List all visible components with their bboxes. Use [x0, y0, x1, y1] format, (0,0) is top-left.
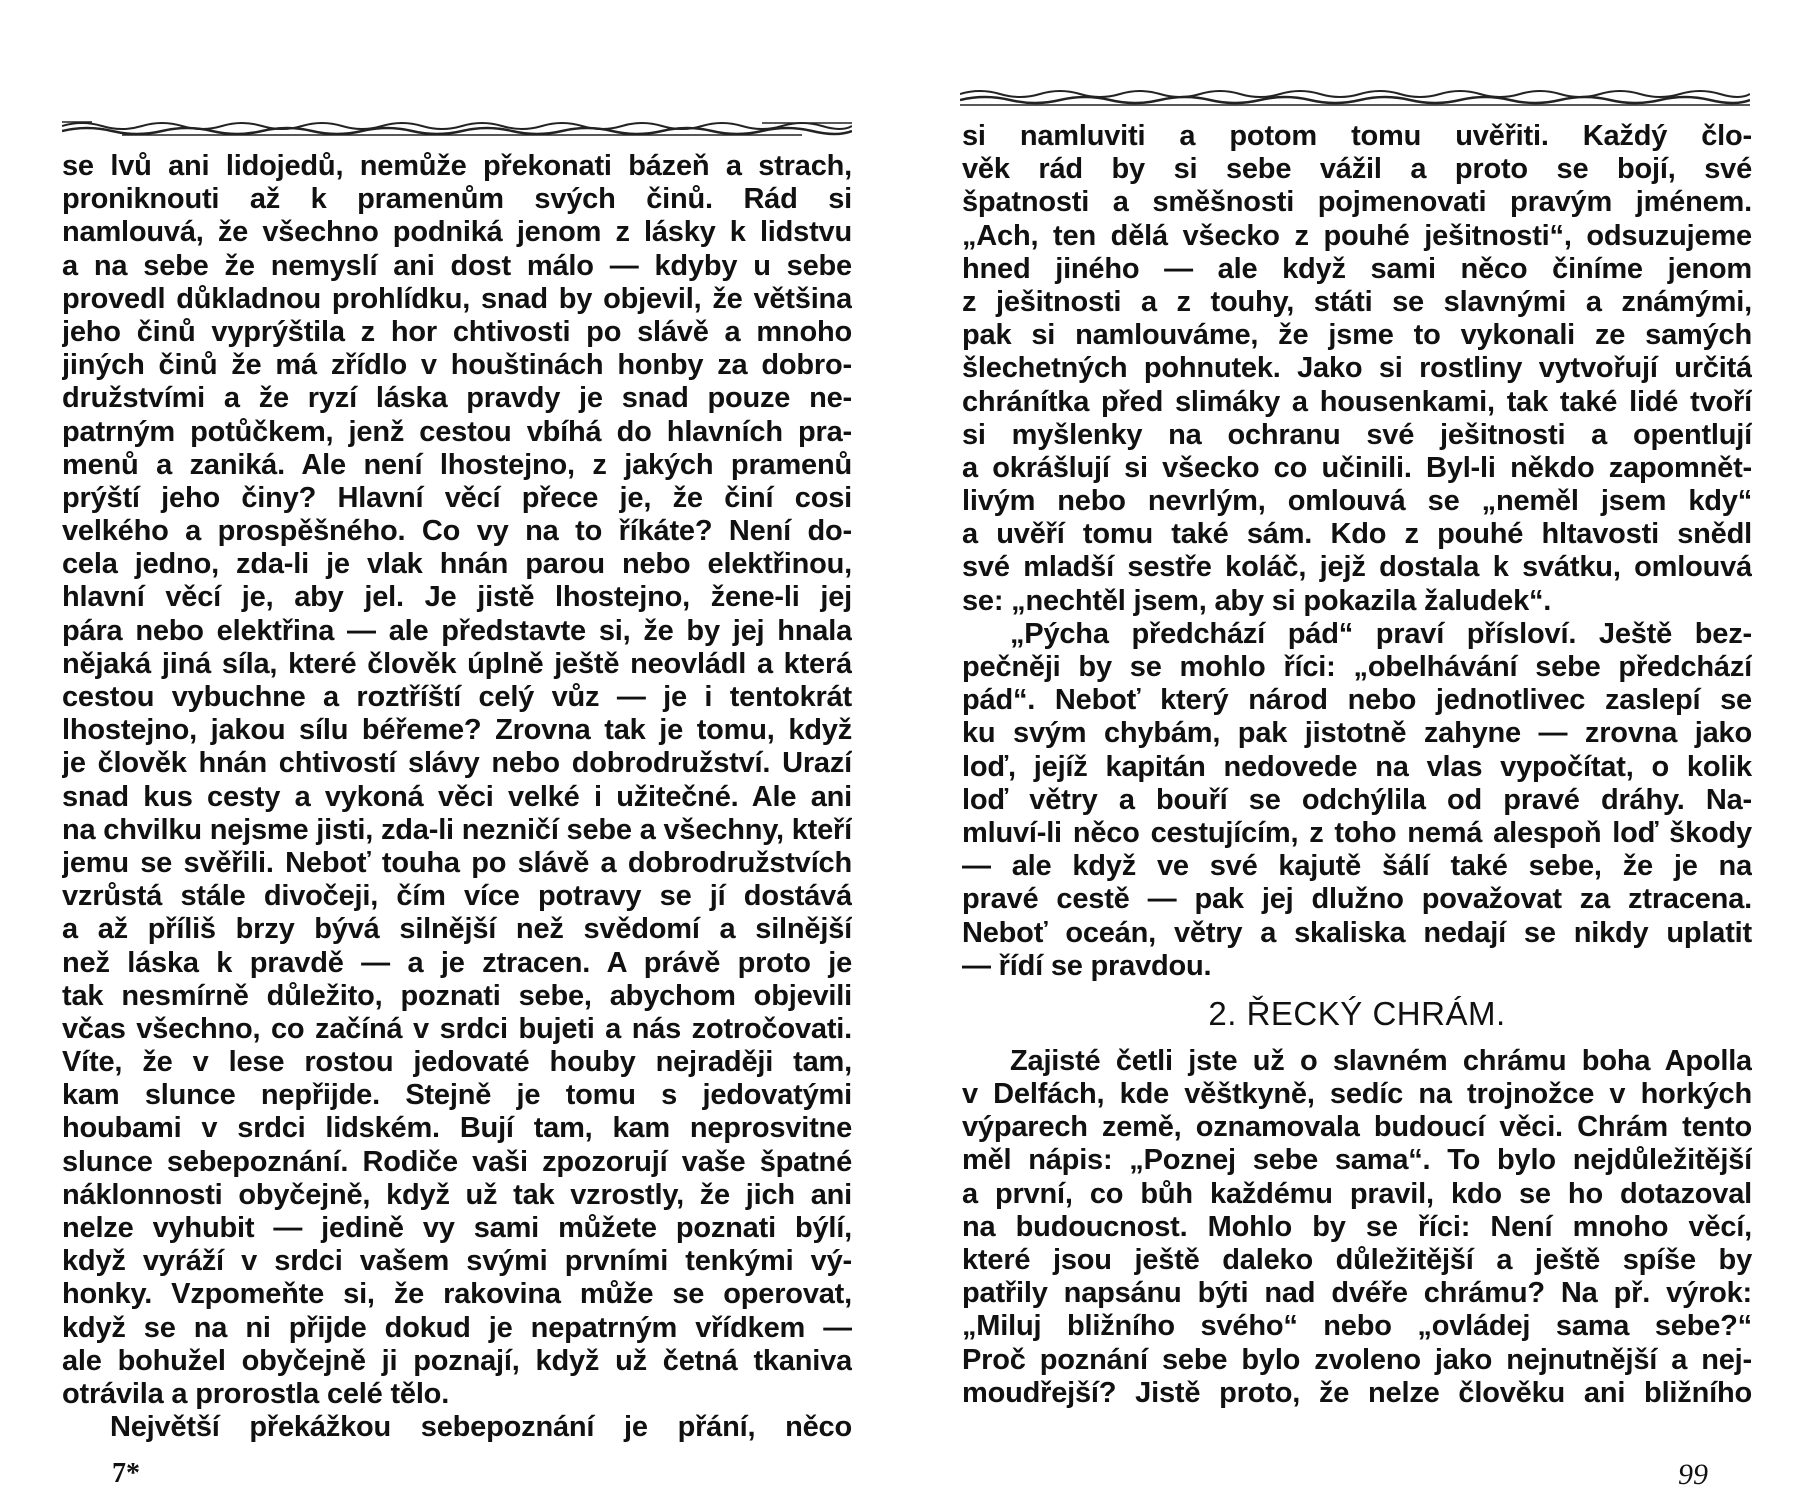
text-line: jeho činů vyprýštila z hor chtivosti po slávě a mnoho: [62, 315, 852, 348]
text-line: menů a zaniká. Ale není lhostejno, z jakých pramenů: [62, 448, 852, 481]
text-line: nějaká jiná síla, které člověk úplně ještě neovládl a která: [62, 647, 852, 680]
text-line: kam slunce nepřijde. Stejně je tomu s jedovatými: [62, 1079, 852, 1112]
text-line: prýští jeho činy? Hlavní věcí přece je, že činí cosi: [62, 481, 852, 514]
text-line: velkého a prospěšného. Co vy na to říkáte? Není do-: [62, 515, 852, 548]
text-line: včas všechno, co začíná v srdci bujeti a nás zotročovati.: [62, 1012, 852, 1045]
text-line: houbami v srdci lidském. Bují tam, kam neprosvitne: [62, 1112, 852, 1145]
text-line: chránítka před slimáky a housenkami, tak také lidé tvoří: [962, 385, 1752, 418]
text-line: které jsou ještě daleko důležitější a ještě spíše by: [962, 1244, 1752, 1276]
text-line: je člověk hnán chtivostí slávy nebo dobrodružství. Urazí: [62, 747, 852, 780]
ornamental-rule: [960, 86, 1750, 110]
text-line: slunce sebepoznání. Rodiče vaši zpozorují vaše špatné: [62, 1145, 852, 1178]
text-line: náklonnosti obyčejně, když už tak vzrostly, že jich ani: [62, 1178, 852, 1211]
text-line: proniknouti až k pramenům svých činů. Rád si: [62, 183, 852, 216]
text-line: výparech země, oznamovala budoucí věci. Chrám tento: [962, 1111, 1752, 1144]
text-line: jiných činů že má zřídlo v houštinách honby za dobro-: [62, 349, 852, 382]
text-line: jemu se svěřili. Neboť touha po slávě a dobrodružstvích: [62, 846, 852, 879]
text-line: provedl důkladnou prohlídku, snad by objevil, že většina: [62, 282, 852, 315]
text-line: měl nápis: „Poznej sebe sama“. To bylo nejdůležitější: [962, 1144, 1752, 1177]
text-line: — ale když ve své kajutě šálí také sebe, že je na: [962, 850, 1752, 883]
page-number: 99: [1678, 1458, 1708, 1491]
paragraph-start-line: Největší překážkou sebepoznání je přání, něco: [110, 1411, 852, 1444]
text-line: v Delfách, kde věštkyně, sedíc na trojnožce v horkých: [962, 1078, 1752, 1111]
text-line: pád“. Neboť který národ nebo jednotlivec zaslepí se: [962, 684, 1752, 717]
text-line: lhostejno, jakou sílu béřeme? Zrovna tak je tomu, když: [62, 714, 852, 747]
text-line: mluví-li něco cestujícím, z toho nemá alespoň loď škody: [962, 816, 1752, 849]
text-line: pak si namlouváme, že jsme to vykonali ze samých: [962, 319, 1752, 352]
text-line: na chvilku nejsme jisti, zda-li nezničí sebe a všechny, kteří: [62, 813, 852, 846]
text-line: a okrášlují si všecko co učinili. Byl-li někdo zapomnět-: [962, 451, 1752, 484]
text-line: namlouvá, že všechno podniká jenom z lásky k lidstvu: [62, 216, 852, 249]
text-line: než láska k pravdě — a je ztracen. A právě proto je: [62, 946, 852, 979]
text-line: patřily napsánu býti nad dvéře chrámu? Na př. výrok:: [962, 1277, 1752, 1310]
right-page: [900, 0, 1800, 1500]
text-line: loď větry a bouří se odchýlila od pravé dráhy. Na-: [962, 783, 1752, 816]
text-line: snad kus cesty a vykoná věci velké i užitečné. Ale ani: [62, 780, 852, 813]
text-line: nelze vyhubit — jedině vy sami můžete poznati býlí,: [62, 1212, 852, 1244]
text-line: pravé cestě — pak jej dlužno považovat za ztracena.: [962, 883, 1752, 916]
text-line: Víte, že v lese rostou jedovaté houby nejraději tam,: [62, 1046, 852, 1079]
text-line: patrným potůčkem, jenž cestou vbíhá do hlavních pra-: [62, 415, 852, 448]
text-line: si myšlenky na ochranu své ješitnosti a opentlují: [962, 418, 1752, 451]
text-line: Proč poznání sebe bylo zvoleno jako nejnutnější a nej-: [962, 1343, 1752, 1376]
text-line: šlechetných pohnutek. Jako si rostliny vytvořují určitá: [962, 352, 1752, 385]
text-line: špatnosti a směšnosti pojmenovati pravým jménem.: [962, 186, 1752, 219]
text-line: tak nesmírně důležito, poznati sebe, abychom objevili: [62, 979, 852, 1012]
text-line: si namluviti a potom tomu uvěřiti. Každý člo-: [962, 120, 1752, 152]
text-line: hned jiného — ale když sami něco činíme jenom: [962, 252, 1752, 285]
text-line: Zajisté četli jste už o slavném chrámu boha Apolla: [1010, 1044, 1752, 1077]
text-line: družstvími a že ryzí láska pravdy je snad pouze ne-: [62, 382, 852, 415]
text-line: „Miluj bližního svého“ nebo „ovládej sama sebe?“: [962, 1310, 1752, 1343]
text-line: honky. Vzpomeňte si, že rakovina může se operovat,: [62, 1278, 852, 1311]
signature-mark: 7*: [112, 1458, 140, 1489]
text-line: ku svým chybám, pak jistotně zahyne — zrovna jako: [962, 717, 1752, 750]
text-line: „Ach, ten dělá všecko z pouhé ješitnosti“, odsuzujeme: [962, 219, 1752, 252]
text-line: se lvů ani lidojedů, nemůže překonati bázeň a strach,: [62, 150, 852, 182]
text-line: ale bohužel obyčejně ji poznají, když už četná tkaniva: [62, 1344, 852, 1377]
text-line: pečněji by se mohlo říci: „obelhávání sebe předchází: [962, 651, 1752, 683]
text-line: „Pýcha předchází pád“ praví přísloví. Ještě bez-: [1010, 617, 1752, 650]
text-line: loď, jejíž kapitán nedovede na vlas vypočítat, o kolik: [962, 750, 1752, 783]
text-line: Neboť oceán, větry a skaliska nedají se nikdy uplatit: [962, 916, 1752, 949]
text-line: a na sebe že nemyslí ani dost málo — kdyby u sebe: [62, 249, 852, 282]
text-line: moudřejší? Jistě proto, že nelze člověku ani bližního: [962, 1376, 1752, 1409]
text-line: se: „nechtěl jsem, aby si pokazila žaludek“.: [962, 584, 1552, 617]
text-line: livým nebo nevrlým, omlouvá se „neměl jsem kdy“: [962, 485, 1752, 518]
text-line: a první, co bůh každému pravil, kdo se ho dotazoval: [962, 1177, 1752, 1210]
right-body-text: [962, 120, 1752, 1410]
text-line: své mladší sestře koláč, jejž dostala k svátku, omlouvá: [962, 551, 1752, 584]
section-heading: 2. ŘECKÝ CHRÁM.: [1208, 994, 1506, 1032]
text-line: hlavní věcí je, aby jel. Je jistě lhostejno, žene-li jej: [62, 581, 852, 614]
text-line: cestou vybuchne a roztříští celý vůz — je i tentokrát: [62, 681, 852, 713]
text-line: a uvěří tomu také sám. Kdo z pouhé hltavosti snědl: [962, 518, 1752, 551]
text-line: z ješitnosti a z touhy, státi se slavnými a známými,: [962, 285, 1752, 318]
text-line: když se na ni přijde dokud je nepatrným vřídkem —: [62, 1311, 852, 1344]
text-line: na budoucnost. Mohlo by se říci: Není mnoho věcí,: [962, 1210, 1752, 1243]
text-line: — řídí se pravdou.: [962, 949, 1212, 982]
text-line: pára nebo elektřina — ale představte si, že by jej hnala: [62, 614, 852, 647]
text-line: vzrůstá stále divočeji, čím více potravy se jí dostává: [62, 880, 852, 913]
text-line: věk rád by si sebe vážil a proto se bojí, své: [962, 153, 1752, 186]
text-line: cela jedno, zda-li je vlak hnán parou nebo elektřinou,: [62, 548, 852, 581]
text-line: otrávila a prorostla celé tělo.: [62, 1377, 450, 1410]
ornamental-rule: [62, 116, 852, 140]
left-body-text: [62, 150, 852, 1444]
text-line: když vyráží v srdci vašem svými prvními tenkými vý-: [62, 1245, 852, 1278]
text-line: a až příliš brzy bývá silnější než svědomí a silnější: [62, 913, 852, 946]
